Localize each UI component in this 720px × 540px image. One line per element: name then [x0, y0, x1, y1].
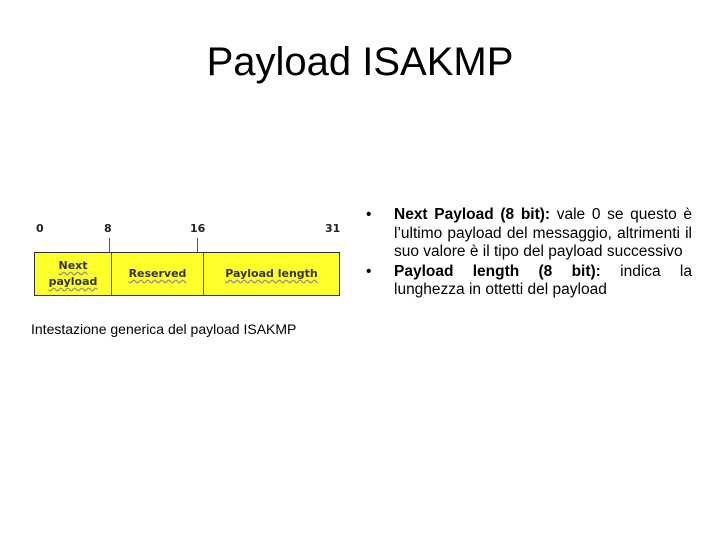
bit-label-8: 8 [104, 222, 112, 235]
field-next-payload [35, 253, 111, 295]
bullet-next-payload-text: vale 0 se questo è l’ultimo payload del messaggio, altrimenti il suo valore è il tipo del payload successivo [394, 206, 692, 261]
bullet-next-payload [366, 206, 692, 262]
field-next-payload-label-line1: Next [58, 259, 88, 273]
bullet-payload-length-term: Payload length (8 bit): [394, 262, 601, 280]
diagram-caption: Intestazione generica del payload ISAKMP [31, 321, 297, 337]
field-reserved-label: Reserved [128, 267, 187, 281]
bullet-payload-length [366, 263, 692, 300]
field-next-payload-label-line2: payload [48, 275, 98, 288]
bit-label-0: 0 [36, 222, 44, 235]
isakmp-header-diagram [28, 222, 348, 302]
field-reserved [111, 253, 203, 295]
field-description-list [366, 206, 692, 301]
bit-label-31: 31 [325, 222, 341, 235]
header-fields-box [34, 252, 340, 296]
bullet-payload-length-text: indica la lunghezza in ottetti del payload [394, 262, 692, 299]
bit-label-16: 16 [190, 222, 206, 235]
bullet-next-payload-term: Next Payload (8 bit): [394, 206, 551, 223]
field-payload-length-label: Payload length [225, 267, 318, 281]
field-payload-length [203, 253, 339, 295]
slide-title: Payload ISAKMP [206, 40, 514, 84]
